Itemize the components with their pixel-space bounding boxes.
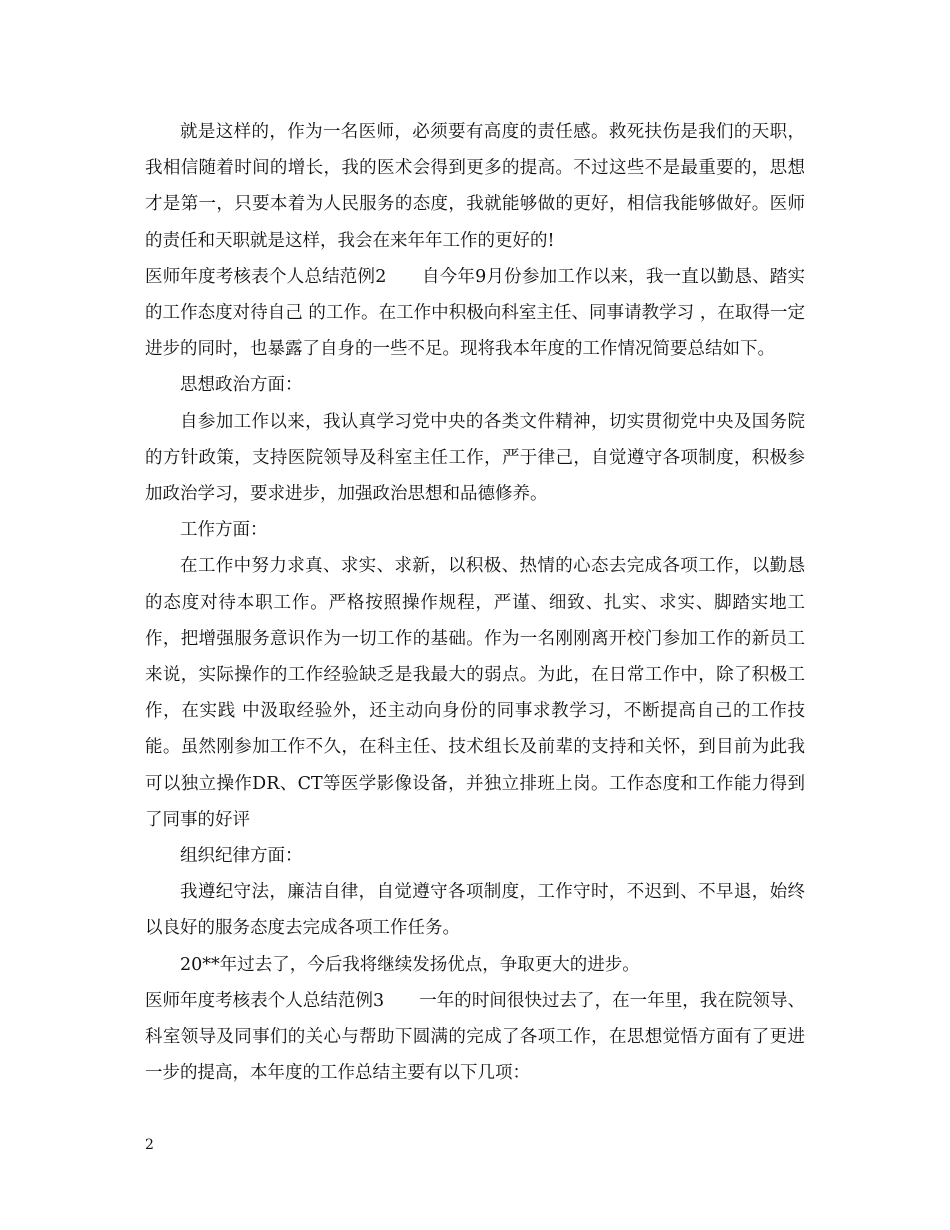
heading-work: 工作方面： bbox=[180, 520, 268, 541]
paragraph-example-2-intro: 医师年度考核表个人总结范例2 自今年9月份参加工作以来，我一直以勤恳、踏实的工作态度对待自己 的工作。在工作中积极向科室主任、同事请教学习 ，在取得一定进步的同时，也暴露了自身的一些不足。现将我本年度的工作情况简要总结如下。 bbox=[145, 266, 805, 360]
paragraph-work: 在工作中努力求真、求实、求新，以积极、热情的心态去完成各项工作，以勤恳的态度对待本职工作。严格按照操作规程，严谨、细致、扎实、求实、脚踏实地工作，把增强服务意识作为一切工作的基础。作为一名刚刚离开校门参加工作的新员工来说，实际操作的工作经验缺乏是我最大的弱点。为此，在日常工作中，除了积极工作，在实践 中汲取经验外，还主动向身份的同事求教学习，不断提高自己的工作技能。虽然刚参加工作不久，在科主任、技术组长及前辈的支持和关怀，到目前为此我可以独立操作DR、CT等医学影像设备，并独立排班上岗。工作态度和工作能力得到了同事的好评 bbox=[145, 556, 805, 830]
heading-political-thought: 思想政治方面： bbox=[180, 375, 303, 396]
page-number: 2 bbox=[145, 1137, 154, 1153]
paragraph-discipline: 我遵纪守法，廉洁自律，自觉遵守各项制度，工作守时，不迟到、不早退，始终以良好的服务态度去完成各项工作任务。 bbox=[145, 882, 805, 939]
paragraph-closing: 20**年过去了，今后我将继续发扬优点，争取更大的进步。 bbox=[180, 954, 640, 975]
paragraph-example-3-intro: 医师年度考核表个人总结范例3 一年的时间很快过去了，在一年里，我在院领导、科室领导及同事们的关心与帮助下圆满的完成了各项工作，在思想觉悟方面有了更进一步的提高，本年度的工作总结主要有以下几项： bbox=[145, 990, 805, 1084]
document-body bbox=[145, 114, 805, 1091]
heading-discipline: 组织纪律方面： bbox=[180, 846, 303, 867]
paragraph-political-thought: 自参加工作以来，我认真学习党中央的各类文件精神，切实贯彻党中央及国务院的方针政策，支持医院领导及科室主任工作，严于律己，自觉遵守各项制度，积极参加政治学习，要求进步，加强政治思想和品德修养。 bbox=[145, 411, 805, 505]
paragraph-1: 就是这样的，作为一名医师，必须要有高度的责任感。救死扶伤是我们的天职，我相信随着时间的增长，我的医术会得到更多的提高。不过这些不是最重要的，思想才是第一，只要本着为人民服务的态度，我就能够做的更好，相信我能够做好。医师的责任和天职就是这样，我会在来年年工作的更好的! bbox=[145, 122, 805, 251]
